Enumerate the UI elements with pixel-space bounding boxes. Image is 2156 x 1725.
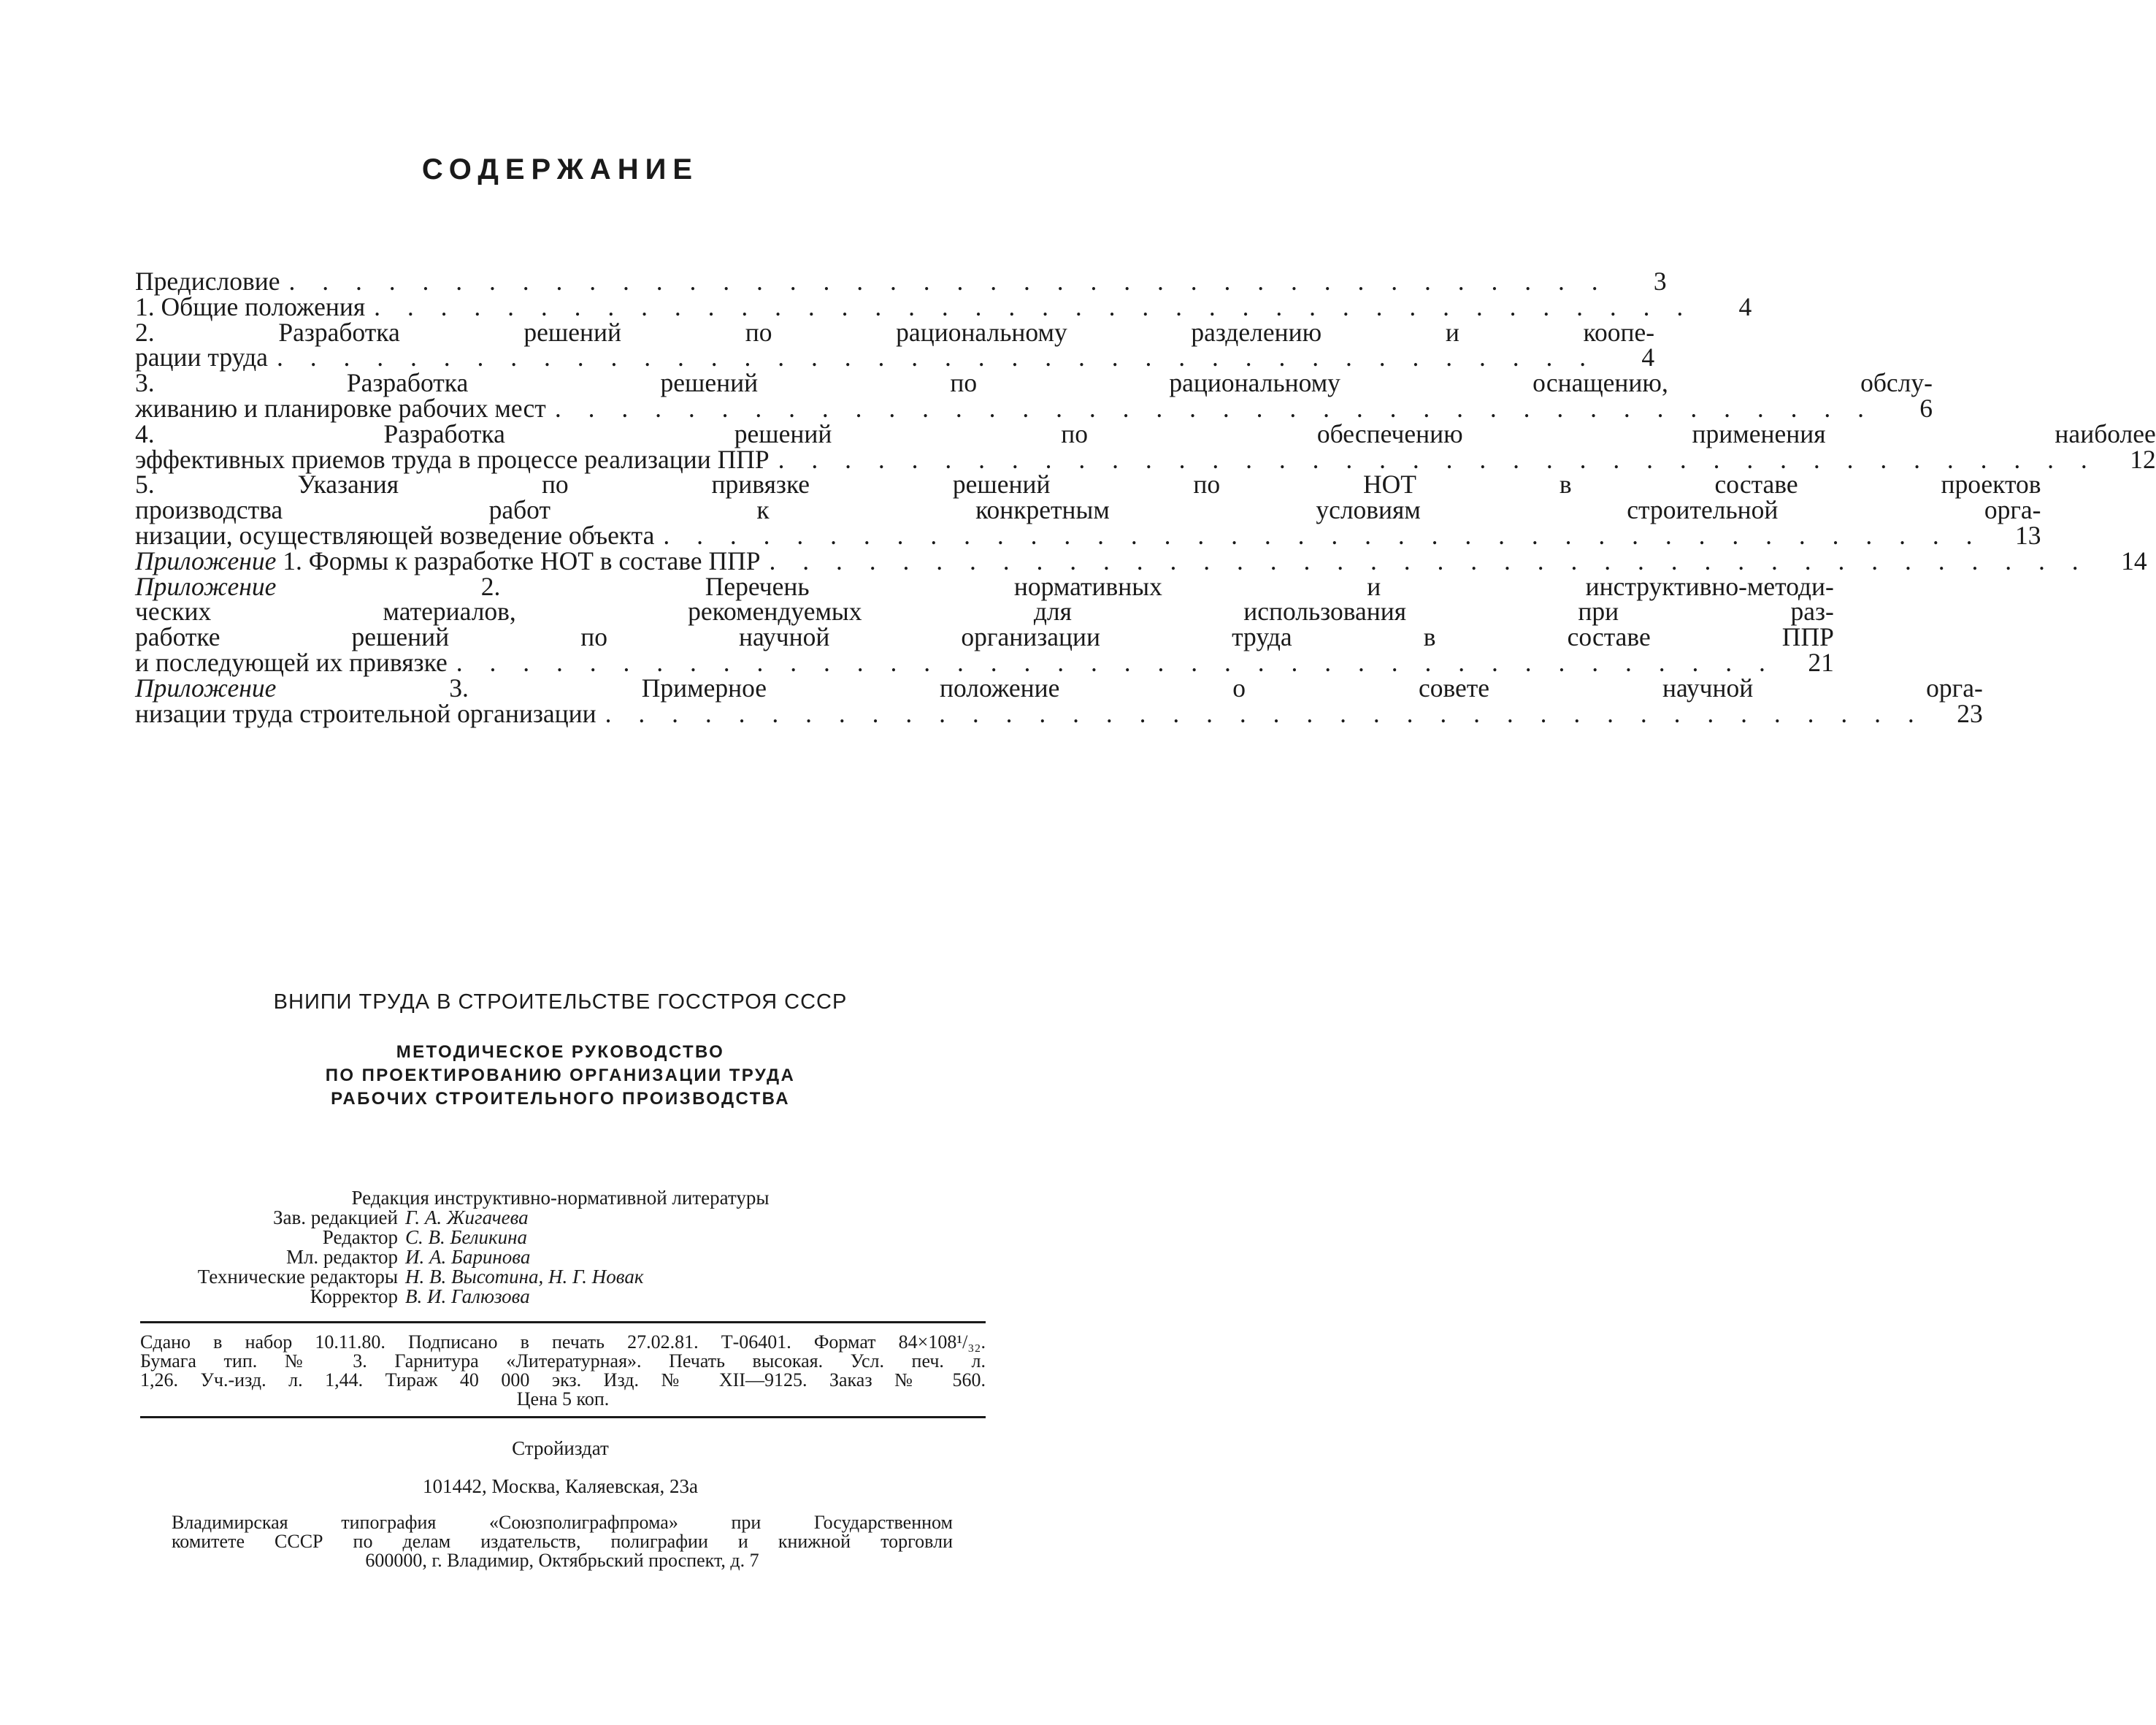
toc-entry-text xyxy=(135,418,2156,474)
toc-entry xyxy=(135,418,2156,474)
dot-leader: . . . . . . . . . . . . . . . . . . . . . . . . . . . . . . . . . . . . . . . . xyxy=(778,444,2098,474)
credit-name: В. И. Галюзова xyxy=(405,1285,530,1307)
dot-leader: . . . . . . . . . . . . . . . . . . . . . . . . . . . . . . . . . . . . . . . . xyxy=(605,698,1925,728)
toc-entry-text xyxy=(135,370,1933,421)
toc-line-words: 2. Перечень нормативных и инструктивно-методи- xyxy=(276,571,1834,601)
toc-entry-line xyxy=(135,269,1667,294)
toc-entry-text xyxy=(135,571,1834,677)
toc-entry xyxy=(135,291,1752,321)
toc-entry-text xyxy=(135,548,2147,574)
toc-line-text xyxy=(135,520,655,550)
credit-role: Технические редакторы xyxy=(197,1266,398,1288)
credit-role: Корректор xyxy=(310,1285,398,1307)
toc-entry-line xyxy=(135,317,1655,347)
imprint-line: Сдано в набор 10.11.80. Подписано в печать 27.02.81. Т-06401. Формат 84×108¹/₃₂. xyxy=(140,1331,986,1353)
toc-line-words: 3. Примерное положение о совете научной орга- xyxy=(276,673,1983,703)
toc-entry xyxy=(135,470,2041,550)
toc-entry-line xyxy=(135,470,2041,500)
toc-line-words: 5. Указания по привязке решений по НОТ в составе проектов xyxy=(135,470,2041,500)
toc-entry-text xyxy=(135,472,2041,548)
printer-line: комитете СССР по делам издательств, полиграфии и книжной торговли xyxy=(172,1531,953,1552)
printer-address: 600000, г. Владимир, Октябрьский проспект, д. 7 xyxy=(365,1550,759,1571)
toc-line-words: 4. Разработка решений по обеспечению применения наиболее xyxy=(135,418,2156,448)
toc-page-number: 13 xyxy=(2015,520,2041,550)
credit-role: Зав. редакцией xyxy=(272,1206,398,1228)
toc-entry-line xyxy=(135,370,1933,396)
toc-line-words: производства работ к конкретным условиям строительной орга- xyxy=(135,495,2041,525)
toc-entry-line xyxy=(135,548,2147,574)
credit-name: Г. А. Жигачева xyxy=(405,1206,529,1228)
toc-entry xyxy=(135,368,1933,423)
organization-name: ВНИПИ ТРУДА В СТРОИТЕЛЬСТВЕ ГОССТРОЯ СССР xyxy=(273,990,848,1014)
credit-row xyxy=(0,1228,1121,1247)
toc-entry xyxy=(135,571,1834,677)
editorial-credits xyxy=(0,1188,1121,1307)
toc-entry-line xyxy=(135,345,1654,370)
dot-leader: . . . . . . . . . . . . . . . . . . . . . . . . . . . . . . . . . . . . . . . . xyxy=(288,267,1608,296)
credit-name: С. В. Беликина xyxy=(405,1226,528,1248)
toc-line-words: рации труда xyxy=(135,343,268,372)
book-title-line: МЕТОДИЧЕСКОЕ РУКОВОДСТВО xyxy=(396,1042,725,1062)
toc-entry-line xyxy=(135,673,1983,703)
credit-row xyxy=(0,1208,1121,1228)
imprint-details xyxy=(140,1333,986,1409)
dot-leader: . . . . . . . . . . . . . . . . . . . . . . . . . . . . . . . . . . . . . . . . xyxy=(663,520,1983,550)
dot-leader: . . . . . . . . . . . . . . . . . . . . . . . . . . . . . . . . . . . . . . . . xyxy=(374,291,1694,321)
book-title-line: РАБОЧИХ СТРОИТЕЛЬНОГО ПРОИЗВОДСТВА xyxy=(331,1089,790,1109)
toc-entry-line xyxy=(135,647,1834,677)
toc-entry-text xyxy=(135,269,1667,294)
toc-page-number: 12 xyxy=(2130,444,2156,474)
dot-leader: . . . . . . . . . . . . . . . . . . . . . . . . . . . . . . . . . . . . . . . . xyxy=(276,343,1597,372)
toc-line-words: 3. Разработка решений по рациональному оснащению, обслу- xyxy=(135,368,1933,398)
toc-line-text xyxy=(135,393,546,423)
credit-name: И. А. Баринова xyxy=(405,1246,531,1268)
appendix-label: Приложение xyxy=(135,571,277,601)
credit-name: Н. В. Высотина, Н. Г. Новак xyxy=(405,1266,644,1288)
imprint-line: 1,26. Уч.-изд. л. 1,44. Тираж 40 000 экз. Изд. № XII—9125. Заказ № 560. xyxy=(140,1369,986,1391)
toc-page-number: 4 xyxy=(1738,291,1752,321)
editorial-board-label: Редакция инструктивно-нормативной литературы xyxy=(351,1187,770,1209)
toc-entry xyxy=(135,673,1983,728)
toc-entry-text xyxy=(135,673,1983,728)
toc-line-words: работке решений по научной организации труда в составе ППР xyxy=(135,622,1834,652)
toc-line-text xyxy=(135,548,760,574)
price: Цена 5 коп. xyxy=(516,1388,610,1410)
toc-entry-text xyxy=(135,291,1752,321)
dot-leader: . . . . . . . . . . . . . . . . . . . . . . . . . . . . . . . . . . . . . . . . xyxy=(554,393,1874,423)
toc-entry-line xyxy=(135,520,2041,550)
toc-page-number: 6 xyxy=(1919,393,1933,423)
toc-entry-line xyxy=(135,444,2156,474)
dot-leader: . . . . . . . . . . . . . . . . . . . . . . . . . . . . . . . . . . . . . . . . xyxy=(769,546,2089,575)
toc-line-text xyxy=(135,269,280,294)
toc-entry xyxy=(135,317,1655,372)
toc-entry-line xyxy=(135,571,1834,601)
toc-line-text xyxy=(135,345,268,370)
toc-line-text xyxy=(135,698,596,728)
toc-line-words: Предисловие xyxy=(135,267,280,296)
toc-line-words: эффективных приемов труда в процессе реализации ППР xyxy=(135,444,770,474)
publisher-address: 101442, Москва, Каляевская, 23а xyxy=(423,1475,698,1497)
toc-entry xyxy=(135,546,2147,575)
toc-line-words: низации, осуществляющей возведение объекта xyxy=(135,520,655,550)
toc-line-text xyxy=(135,291,366,321)
toc-entry xyxy=(135,267,1667,296)
toc-entry-line xyxy=(135,418,2156,448)
toc-line-text xyxy=(135,444,770,474)
toc-line-words: низации труда строительной организации xyxy=(135,698,596,728)
toc-entry-text xyxy=(135,317,1655,372)
credit-row xyxy=(0,1287,1121,1307)
toc-page-number: 4 xyxy=(1641,343,1655,372)
printer-info xyxy=(172,1513,953,1570)
toc-entry-line xyxy=(135,497,2041,523)
toc-line-words: 1. Общие положения xyxy=(135,291,366,321)
toc-line-words: ческих материалов, рекомендуемых для использования при раз- xyxy=(135,597,1834,627)
credit-row xyxy=(0,1267,1121,1287)
dot-leader: . . . . . . . . . . . . . . . . . . . . . . . . . . . . . . . . . . . . . . . . xyxy=(456,647,1776,677)
appendix-label: Приложение xyxy=(135,673,277,703)
toc-line-words: и последующей их привязке xyxy=(135,647,448,677)
toc-entry-line xyxy=(135,624,1834,650)
book-title-line: ПО ПРОЕКТИРОВАНИЮ ОРГАНИЗАЦИИ ТРУДА xyxy=(325,1066,796,1085)
toc-page-number: 23 xyxy=(1957,698,1983,728)
toc-page-number: 21 xyxy=(1808,647,1834,677)
publisher-name: Стройиздат xyxy=(512,1437,609,1459)
divider-rule xyxy=(140,1321,986,1323)
printer-line: Владимирская типография «Союзполиграфпрома» при Государственном xyxy=(172,1512,953,1533)
toc-page-number: 3 xyxy=(1653,267,1667,296)
appendix-label: Приложение xyxy=(135,546,277,575)
toc-line-text xyxy=(135,647,448,677)
book-title xyxy=(0,1041,1121,1111)
toc-entry-line xyxy=(135,698,1983,728)
credit-role: Мл. редактор xyxy=(285,1246,398,1268)
toc-entry-line xyxy=(135,597,1834,627)
table-of-contents xyxy=(135,267,2156,728)
toc-entry-line xyxy=(135,291,1752,321)
editorial-board xyxy=(0,1188,1121,1208)
toc-title: СОДЕРЖАНИЕ xyxy=(421,153,699,185)
divider-rule xyxy=(140,1416,986,1418)
credit-row xyxy=(0,1247,1121,1267)
toc-entry-line xyxy=(135,393,1933,423)
toc-line-words: 1. Формы к разработке НОТ в составе ППР xyxy=(276,546,761,575)
imprint-line: Бумага тип. № 3. Гарнитура «Литературная». Печать высокая. Усл. печ. л. xyxy=(140,1350,986,1372)
toc-page-number: 14 xyxy=(2121,546,2147,575)
toc-line-words: 2. Разработка решений по рациональному разделению и коопе- xyxy=(135,317,1655,347)
credit-role: Редактор xyxy=(322,1226,398,1248)
toc-line-words: живанию и планировке рабочих мест xyxy=(135,393,546,423)
